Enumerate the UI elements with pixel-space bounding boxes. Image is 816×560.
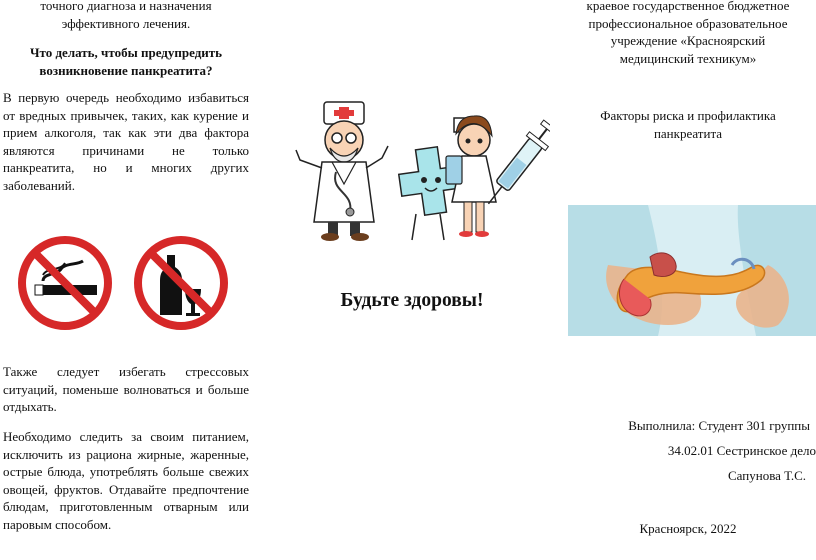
heading-line-1: Что делать, чтобы предупредить [29, 45, 223, 60]
org-line-3: учреждение «Красноярский [610, 33, 766, 48]
org-line-2: профессиональное образовательное [588, 15, 788, 31]
author-line-2: 34.02.01 Сестринское дело [667, 443, 816, 458]
medical-cartoon-illustration [288, 96, 550, 252]
paragraph-habits: В первую очередь необходимо избавиться от вредных привычек, таких, как курение и прием алкоголя, так как эти два фактора являются причинами не только панкреатита, но и многих других заболеваний. [3, 90, 249, 193]
org-line-1: краевое государственное бюджетное [586, 0, 790, 13]
slogan: Будьте здоровы! [340, 290, 484, 311]
intro-line-2: эффективного лечения. [61, 15, 191, 31]
pancreas-photo [568, 205, 816, 336]
author-line-1: Выполнила: Студент 301 группы [628, 418, 810, 433]
nurse-cartoon-icon [446, 116, 496, 237]
no-alcohol-icon [133, 235, 229, 331]
organization-name [560, 0, 816, 67]
org-line-4: медицинский техникум» [619, 50, 757, 66]
heading-line-2: возникновение панкреатита? [39, 62, 213, 78]
author-name: Сапунова Т.С. [728, 468, 806, 483]
topic-line-1: Факторы риска и профилактика [600, 108, 776, 123]
no-alcohol-sign [133, 235, 229, 331]
prevention-heading [0, 44, 252, 79]
intro-text [0, 0, 252, 32]
paragraph-stress: Также следует избегать стрессовых ситуаций, поменьше волноваться и больше отдыхать. [3, 364, 249, 414]
city-year: Красноярск, 2022 [639, 521, 737, 536]
no-smoking-sign [17, 235, 113, 331]
topic-line-2: панкреатита [653, 125, 723, 141]
intro-line-1: точного диагноза и назначения [40, 0, 212, 13]
paragraph-nutrition: Необходимо следить за своим питанием, исключить из рациона жирные, жаренные, острые блюда, употреблять больше свежих овощей, фруктов. Отдавайте предпочтение блюдам, приготовленным отварным или паровым способом. [3, 429, 249, 532]
no-smoking-icon [17, 235, 113, 331]
doctor-cartoon-icon [296, 102, 388, 241]
brochure-topic [560, 107, 816, 142]
